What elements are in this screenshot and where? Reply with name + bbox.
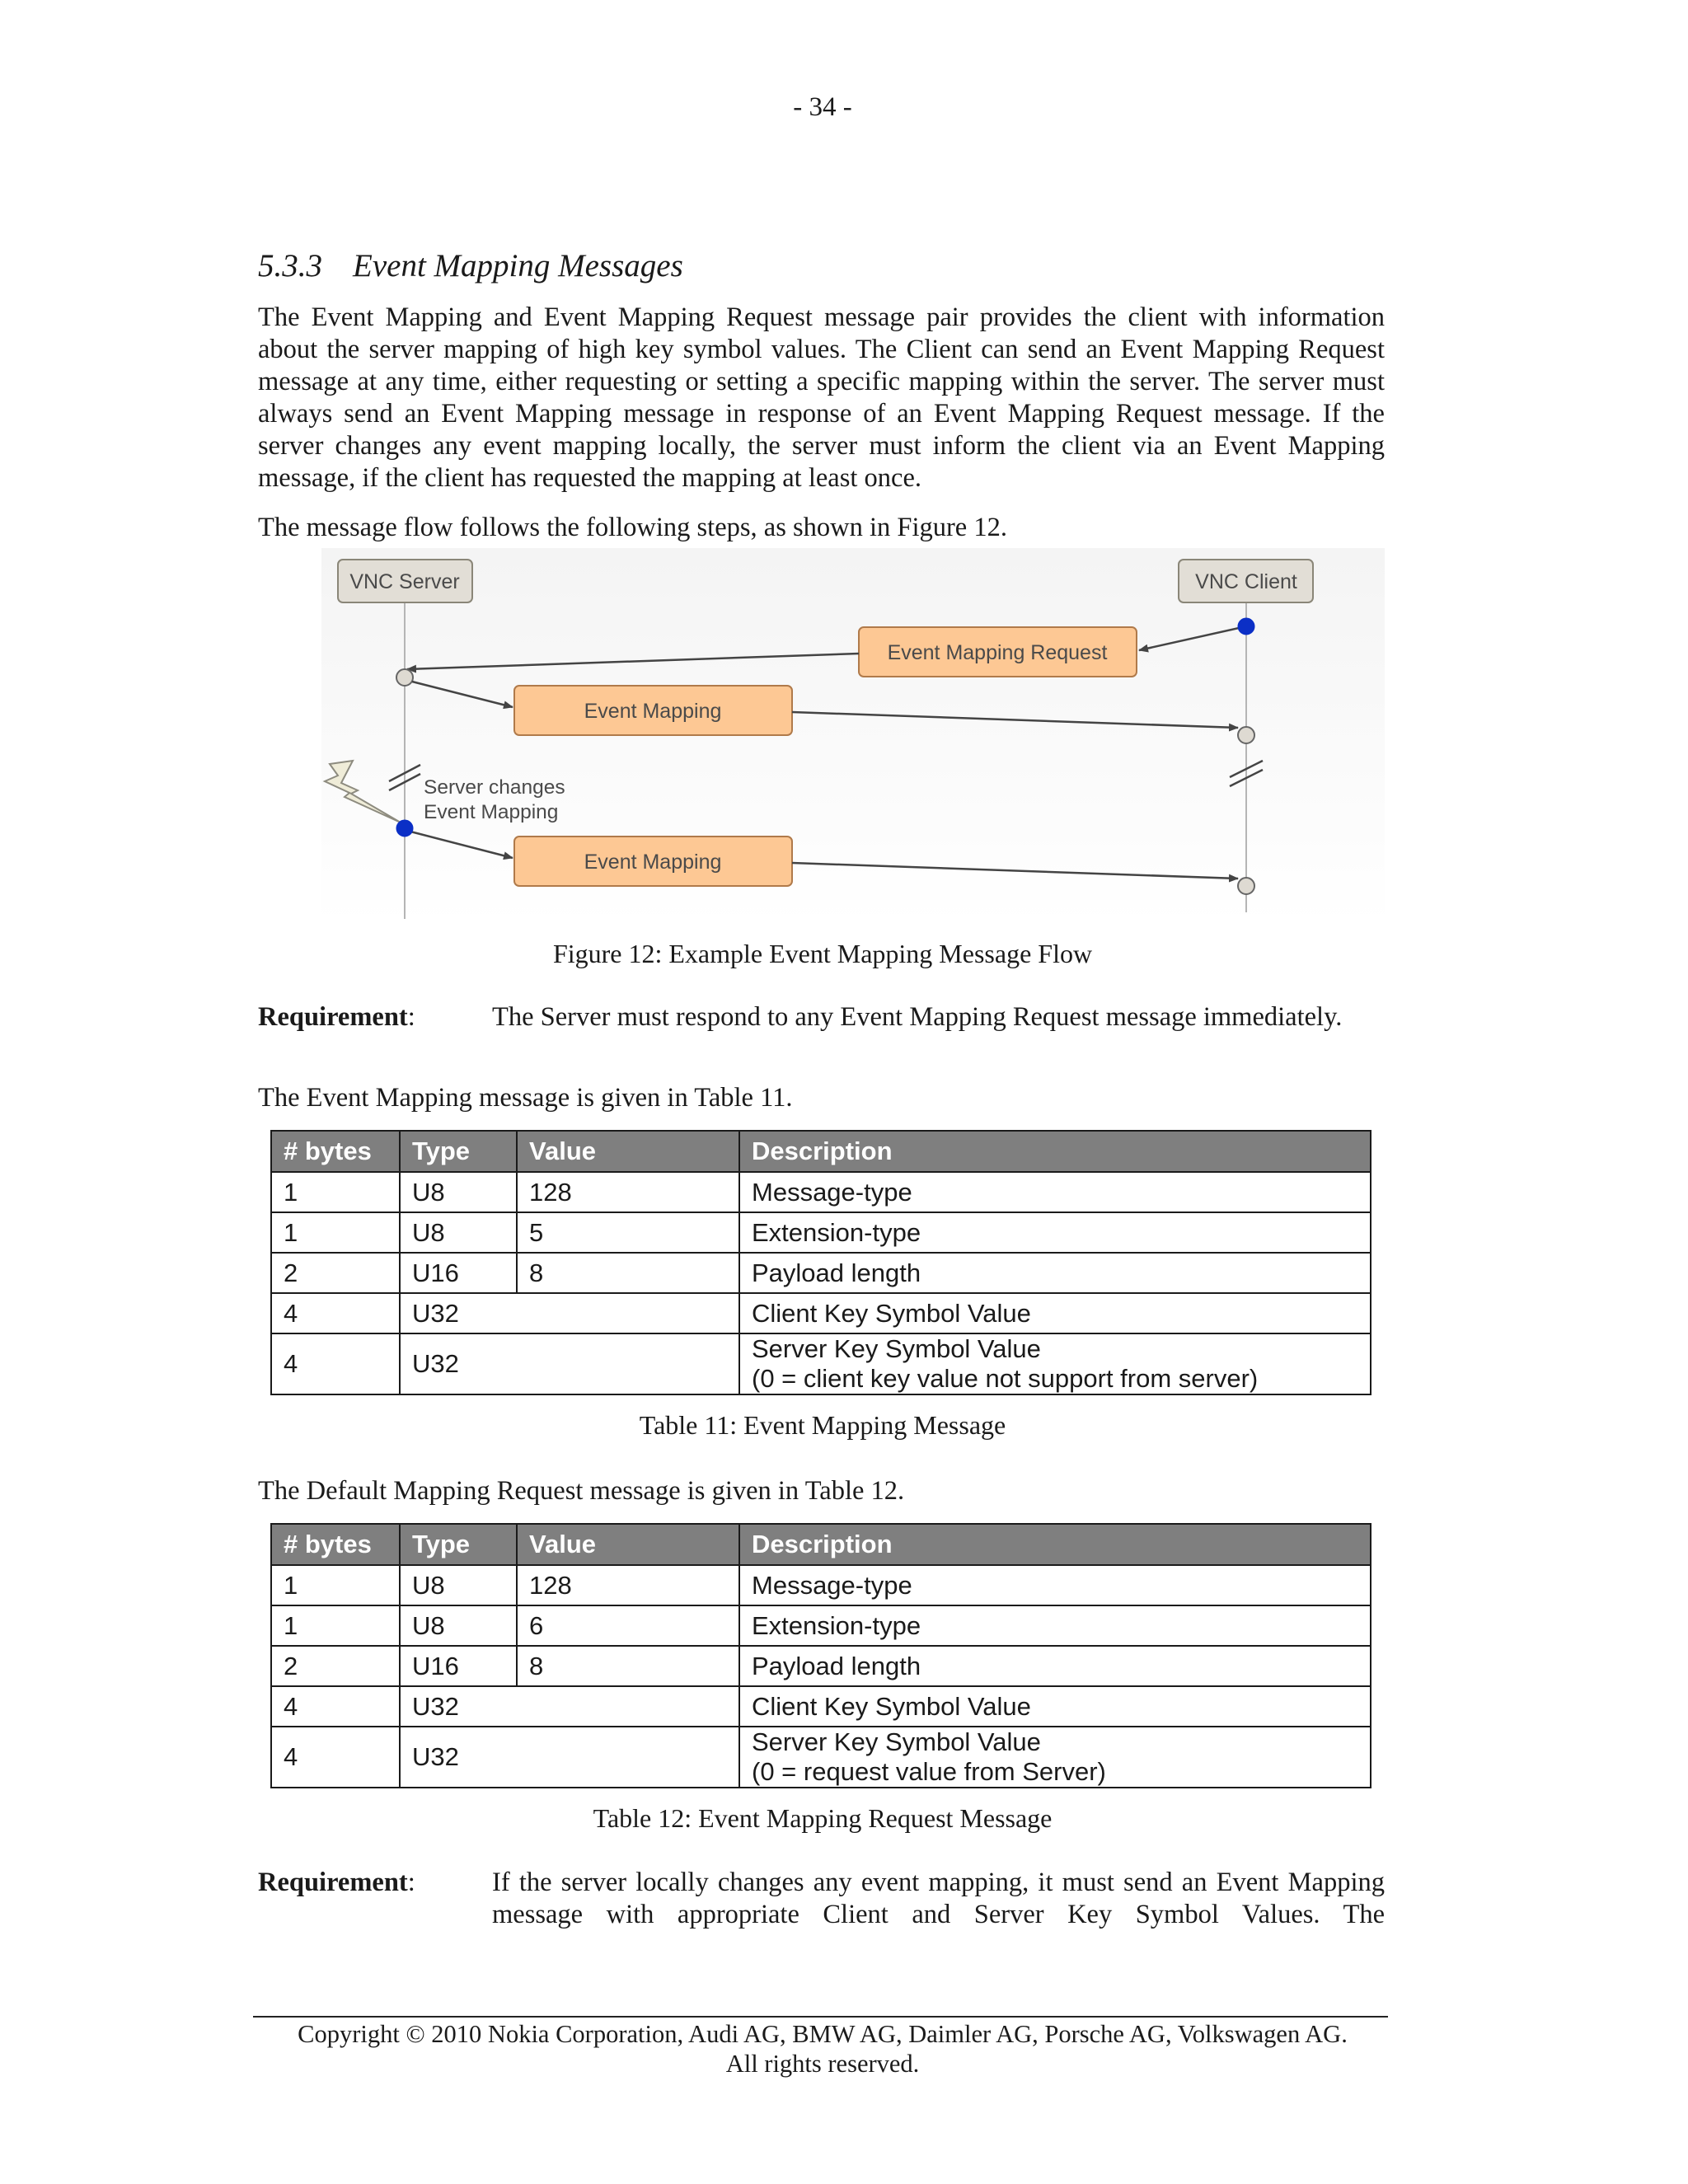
event-mapping-message-1 [514,686,792,735]
cell-type: U32 [400,1293,739,1333]
table11-caption: Table 11: Event Mapping Message [639,1410,1006,1440]
cell-description [739,1727,1371,1788]
vnc-client-actor [1179,560,1313,602]
cell-type: U8 [400,1565,517,1605]
table-row [271,1333,1371,1394]
footer-rights: All rights reserved. [725,2050,920,2078]
intro-paragraph: The Event Mapping and Event Mapping Request message pair provides the client with information about the server mapping of high key symbol values. The Client can send an Event Mapping Request message at any time, either requesting or setting a specific mapping within the server. The server must always send an Event Mapping message in response of an Event Mapping Request message. If the server changes any event mapping locally, the server must inform the client via an Event Mapping message, if the client has requested the mapping at least once. [258,302,1385,493]
description-line-1: Server Key Symbol Value [752,1727,1041,1756]
header-type: Type [400,1524,517,1565]
cell-type: U32 [400,1727,739,1788]
table-row [271,1646,1371,1686]
cell-description: Client Key Symbol Value [739,1293,1371,1333]
cell-type: U32 [400,1686,739,1727]
mapping2-label: Event Mapping [584,851,722,874]
description-line-1: Server Key Symbol Value [752,1334,1041,1363]
server-change-note-line2: Event Mapping [424,801,559,823]
figure-caption: Figure 12: Example Event Mapping Message Flow [552,939,1093,968]
header-value: Value [517,1131,739,1172]
header-value: Value [517,1524,739,1565]
diagram-background [321,548,1385,925]
section-title: Event Mapping Messages [353,248,683,284]
table-row [271,1293,1371,1333]
cell-bytes: 1 [271,1172,400,1212]
cell-value: 128 [517,1172,739,1212]
cell-bytes: 4 [271,1293,400,1333]
cell-bytes: 1 [271,1605,400,1646]
header-description: Description [739,1131,1371,1172]
server-label: VNC Server [349,570,460,593]
event-mapping-request-message [859,627,1137,677]
table-row [271,1212,1371,1253]
message-flow-diagram [321,548,1385,925]
requirement-text-2: If the server locally changes any event mapping, it must send an Event Mapping message with appropriate Client and Server Key Symbol Values. The [492,1868,1385,1929]
cell-bytes: 4 [271,1727,400,1788]
event-mapping-table [270,1130,1372,1395]
cell-value: 128 [517,1565,739,1605]
table-row [271,1605,1371,1646]
cell-value: 8 [517,1253,739,1293]
section-heading [258,247,683,284]
cell-description: Message-type [739,1565,1371,1605]
description-line-2: (0 = request value from Server) [752,1757,1106,1786]
cell-type: U8 [400,1605,517,1646]
event-mapping-message-2 [514,837,792,886]
cell-value: 6 [517,1605,739,1646]
cell-description: Client Key Symbol Value [739,1686,1371,1727]
cell-description: Extension-type [739,1212,1371,1253]
cell-bytes: 4 [271,1686,400,1727]
table-row [271,1727,1371,1788]
cell-type: U8 [400,1212,517,1253]
cell-type: U16 [400,1253,517,1293]
table12-intro: The Default Mapping Request message is given in Table 12. [258,1476,905,1506]
cell-bytes: 2 [271,1253,400,1293]
page-number: - 34 - [793,92,852,122]
cell-value: 8 [517,1646,739,1686]
cell-type: U16 [400,1646,517,1686]
table12-caption: Table 12: Event Mapping Request Message [593,1803,1053,1833]
cell-description: Payload length [739,1646,1371,1686]
cell-bytes: 1 [271,1212,400,1253]
table11-intro: The Event Mapping message is given in Table 11. [258,1083,793,1113]
cell-value: 5 [517,1212,739,1253]
cell-description: Extension-type [739,1605,1371,1646]
footer-copyright: Copyright © 2010 Nokia Corporation, Audi AG, BMW AG, Daimler AG, Porsche AG, Volkswagen AG. [298,2020,1348,2048]
client-send-point [1238,618,1254,635]
server-change-point [396,820,413,837]
server-change-note-line1: Server changes [424,776,565,799]
header-description: Description [739,1524,1371,1565]
flow-paragraph: The message flow follows the following steps, as shown in Figure 12. [258,513,1007,542]
cell-description: Payload length [739,1253,1371,1293]
cell-type: U8 [400,1172,517,1212]
requirement-label-1: Requirement: [258,1002,415,1032]
table-header-row [271,1131,1371,1172]
table-row [271,1686,1371,1727]
table-row [271,1172,1371,1212]
requirement-label-2: Requirement: [258,1868,415,1897]
table-header-row [271,1524,1371,1565]
header-bytes: # bytes [271,1524,400,1565]
description-line-2: (0 = client key value not support from server) [752,1364,1259,1393]
cell-bytes: 2 [271,1646,400,1686]
requirement-text-1: The Server must respond to any Event Mapping Request message immediately. [492,1002,1343,1032]
client-label: VNC Client [1195,570,1297,593]
client-receive-point-2 [1238,878,1254,894]
client-receive-point-1 [1238,727,1254,743]
footer-divider [253,2016,1388,2018]
cell-bytes: 4 [271,1333,400,1394]
header-type: Type [400,1131,517,1172]
cell-type: U32 [400,1333,739,1394]
vnc-server-actor [338,560,472,602]
section-number: 5.3.3 [258,248,322,284]
cell-bytes: 1 [271,1565,400,1605]
cell-description: Message-type [739,1172,1371,1212]
header-bytes: # bytes [271,1131,400,1172]
table-row [271,1565,1371,1605]
server-receive-point [396,669,413,686]
request-label: Event Mapping Request [887,641,1108,664]
cell-description [739,1333,1371,1394]
event-mapping-request-table [270,1523,1372,1788]
mapping1-label: Event Mapping [584,700,722,723]
table-row [271,1253,1371,1293]
